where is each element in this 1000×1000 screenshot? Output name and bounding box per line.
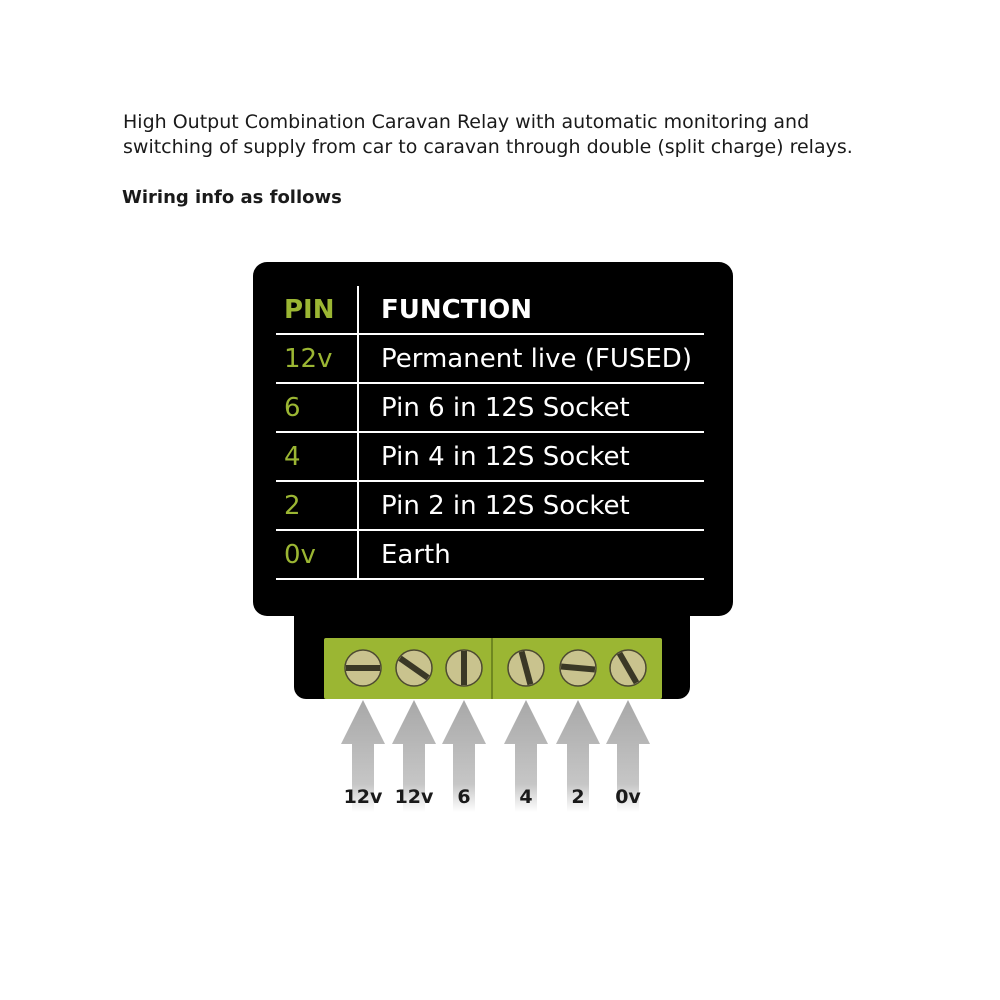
pin-column-header: PIN (276, 286, 358, 334)
function-cell: Pin 6 in 12S Socket (358, 383, 704, 432)
terminal-label: 12v (394, 786, 434, 808)
function-cell: Pin 4 in 12S Socket (358, 432, 704, 481)
wiring-subheading: Wiring info as follows (122, 187, 342, 208)
terminal-label: 4 (519, 786, 533, 808)
pin-cell: 12v (276, 334, 358, 383)
function-cell: Pin 2 in 12S Socket (358, 481, 704, 530)
terminal-label: 6 (457, 786, 471, 808)
pin-cell: 6 (276, 383, 358, 432)
screw-slot (346, 665, 380, 671)
function-cell: Permanent live (FUSED) (358, 334, 704, 383)
terminal-label: 12v (343, 786, 383, 808)
terminal-label: 0v (615, 786, 641, 808)
product-description: High Output Combination Caravan Relay with automatic monitoring and switching of supply from car to caravan through double (split charge) relays. (123, 111, 853, 158)
pin-cell: 4 (276, 432, 358, 481)
function-cell: Earth (358, 530, 704, 579)
pin-cell: 0v (276, 530, 358, 579)
terminal-label: 2 (571, 786, 585, 808)
screw-slot (461, 651, 467, 685)
pin-cell: 2 (276, 481, 358, 530)
function-column-header: FUNCTION (358, 286, 704, 334)
